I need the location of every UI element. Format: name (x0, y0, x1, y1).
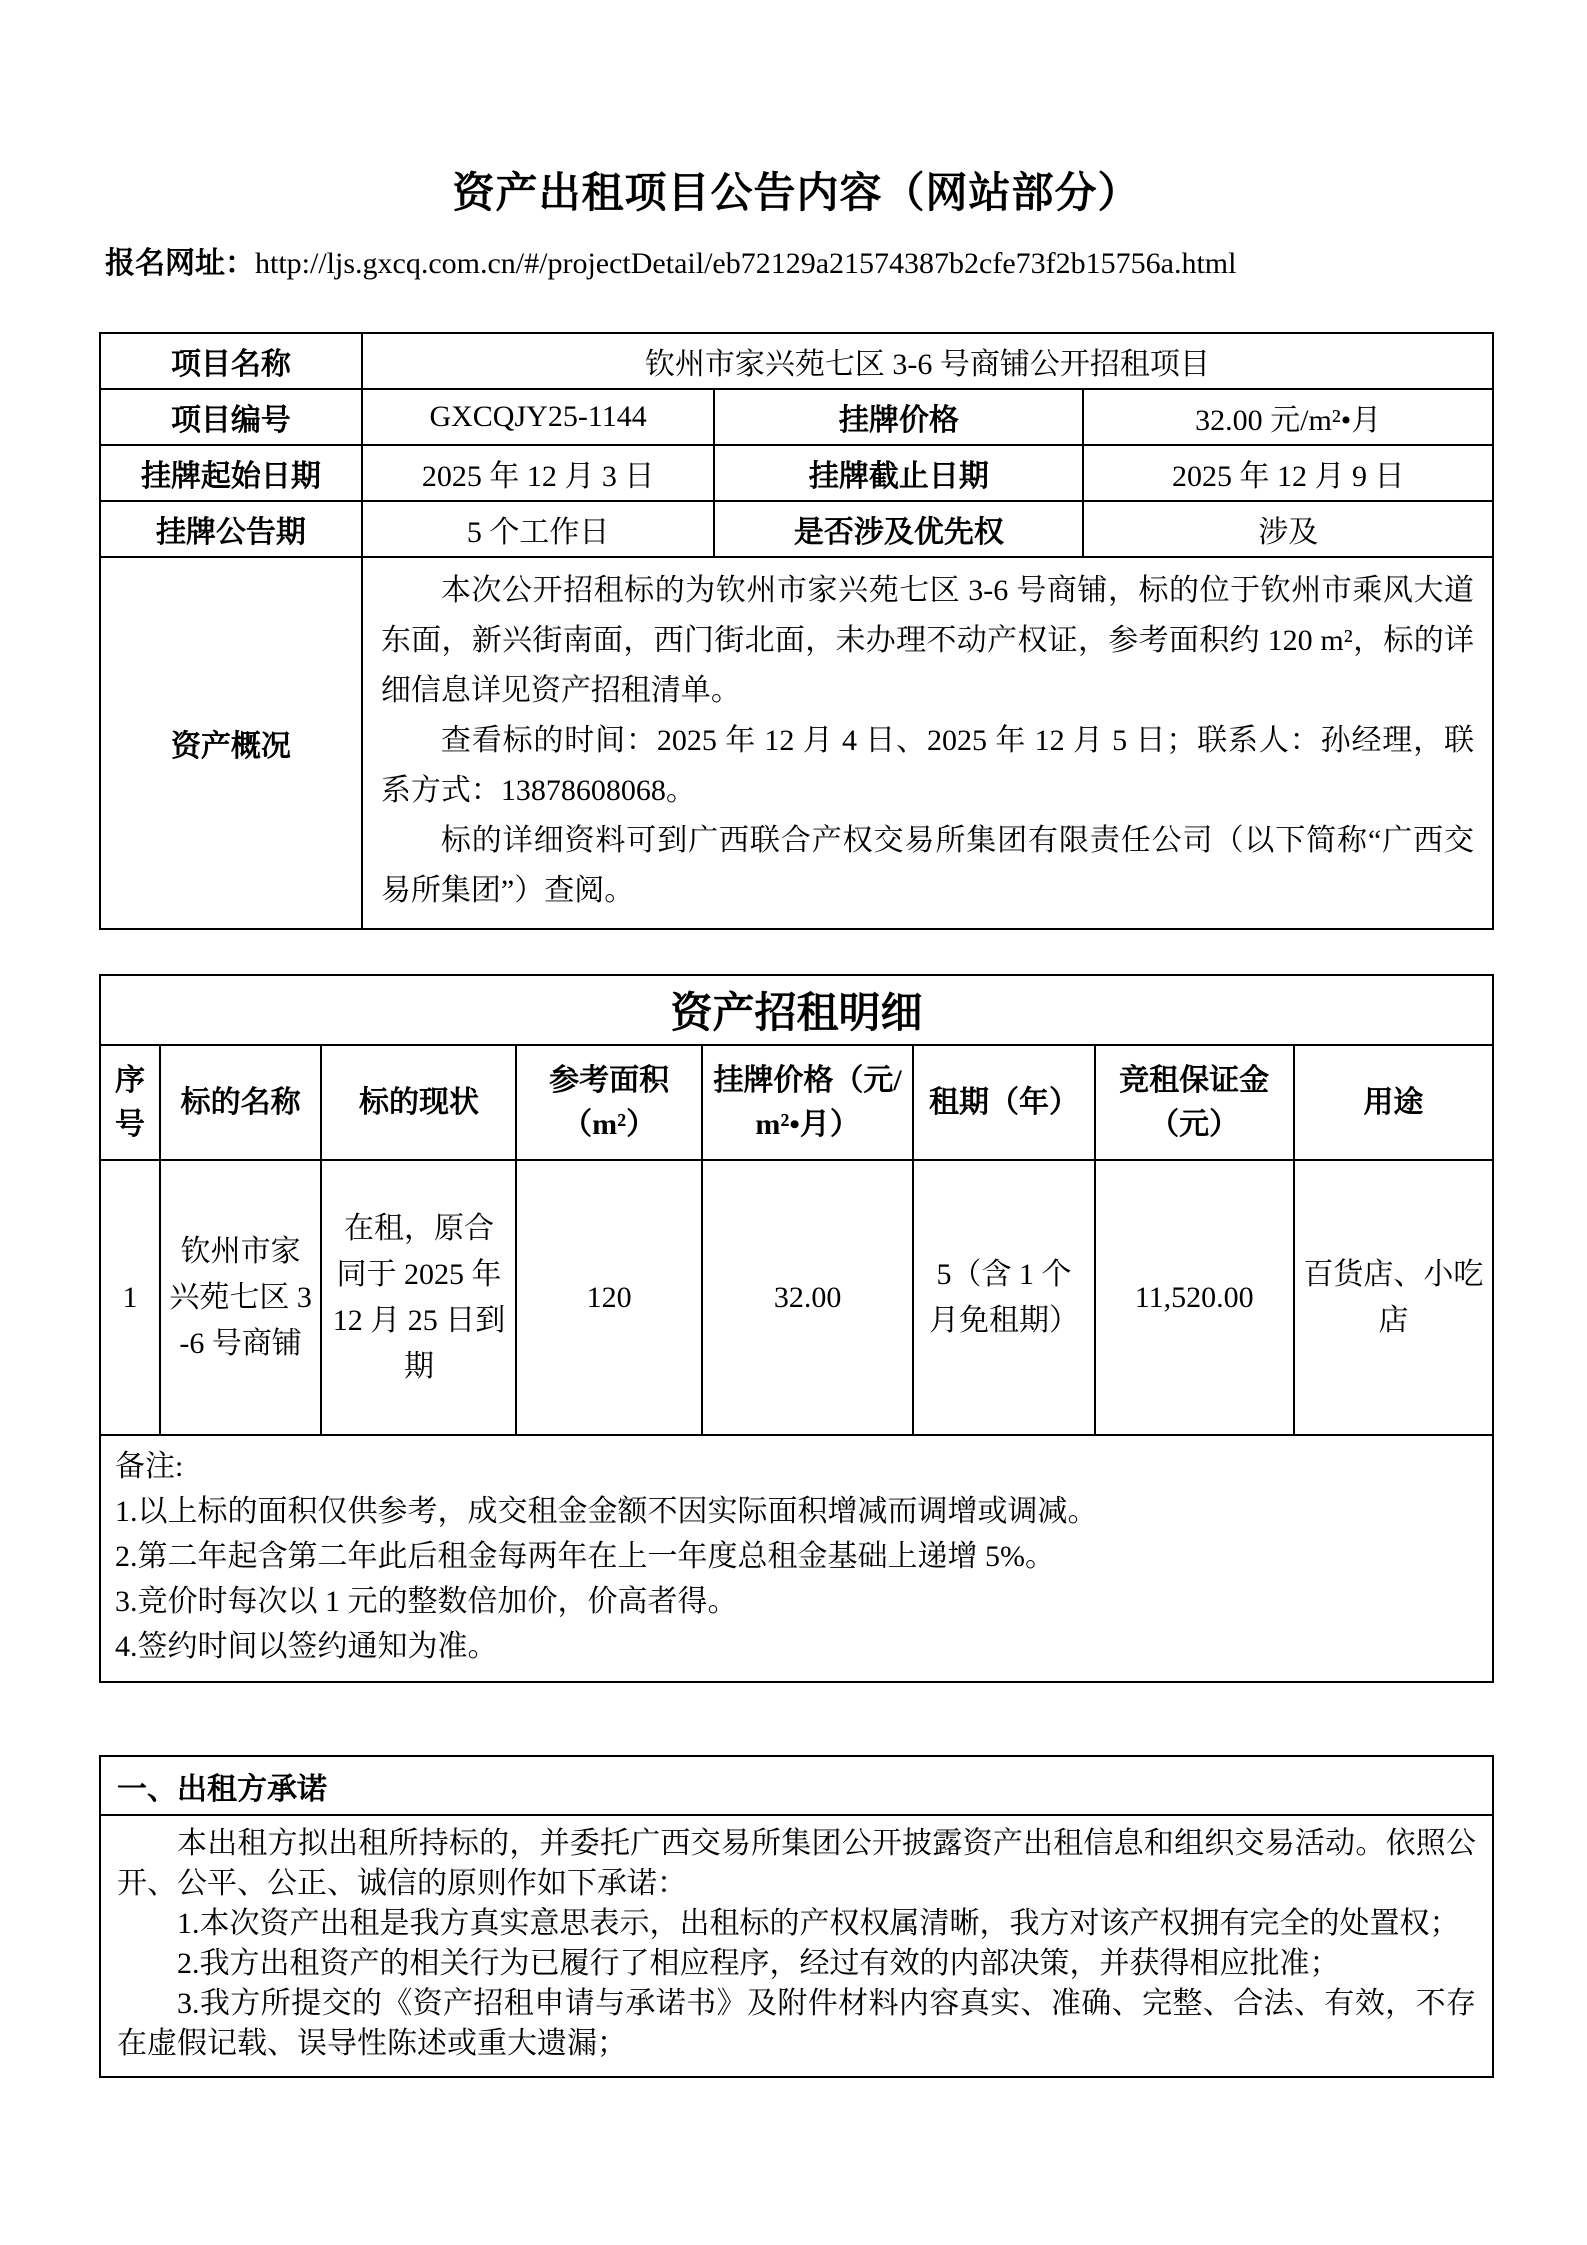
note-item: 1.以上标的面积仅供参考，成交租金金额不因实际面积增减而调增或调减。 (115, 1495, 1098, 1528)
asset-overview-paragraph: 查看标的时间：2025 年 12 月 4 日、2025 年 12 月 5 日；联系人：孙经理，联系方式：13878608068。 (380, 724, 1474, 807)
table-row (100, 333, 1493, 389)
table-row (100, 1435, 1493, 1682)
project-code-value: GXCQJY25-1144 (362, 389, 714, 445)
commitment-paragraph: 1.本次资产出租是我方真实意思表示，出租标的产权权属清晰，我方对该产权拥有完全的处置权； (177, 1907, 1460, 1940)
note-item: 2.第二年起含第二年此后租金每两年在上一年度总租金基础上递增 5%。 (115, 1540, 1055, 1573)
announcement-period-label: 挂牌公告期 (100, 501, 362, 557)
asset-overview-paragraph: 标的详细资料可到广西联合产权交易所集团有限责任公司（以下简称“广西交易所集团”）查阅。 (380, 824, 1474, 907)
table-row (100, 1160, 1493, 1435)
priority-right-label: 是否涉及优先权 (714, 501, 1083, 557)
commitment-heading: 一、出租方承诺 (101, 1757, 1492, 1816)
commitment-paragraph: 2.我方出租资产的相关行为已履行了相应程序，经过有效的内部决策，并获得相应批准； (177, 1947, 1340, 1980)
column-header-name: 标的名称 (160, 1045, 322, 1160)
project-info-table (99, 332, 1494, 930)
column-header-deposit: 竞租保证金（元） (1095, 1045, 1294, 1160)
asset-overview-label: 资产概况 (100, 557, 362, 929)
column-header-term: 租期（年） (913, 1045, 1094, 1160)
asset-overview-cell (362, 557, 1493, 929)
table-row (100, 445, 1493, 501)
column-header-usage: 用途 (1294, 1045, 1493, 1160)
rental-detail-table (99, 974, 1494, 1683)
listing-end-value: 2025 年 12 月 9 日 (1083, 445, 1493, 501)
asset-overview-paragraph: 本次公开招租标的为钦州市家兴苑七区 3-6 号商铺，标的位于钦州市乘风大道东面，新兴街南面，西门街北面，未办理不动产权证，参考面积约 120 m²，标的详细信息详见资产招租清单。 (380, 574, 1474, 707)
signup-url: http://ljs.gxcq.com.cn/#/projectDetail/eb72129a21574387b2cfe73f2b15756a.html (255, 247, 1237, 280)
listing-start-value: 2025 年 12 月 3 日 (362, 445, 714, 501)
signup-url-line (105, 238, 1494, 282)
project-name-label: 项目名称 (100, 333, 362, 389)
commitment-body (101, 1816, 1492, 2076)
lessor-commitment-section (99, 1755, 1494, 2078)
listing-price-label: 挂牌价格 (714, 389, 1083, 445)
cell-area: 120 (516, 1160, 701, 1435)
listing-price-value: 32.00 元/m²•月 (1083, 389, 1493, 445)
commitment-paragraph: 本出租方拟出租所持标的，并委托广西交易所集团公开披露资产出租信息和组织交易活动。依照公开、公平、公正、诚信的原则作如下承诺： (117, 1827, 1476, 1900)
project-name-value: 钦州市家兴苑七区 3-6 号商铺公开招租项目 (362, 333, 1493, 389)
note-item: 4.签约时间以签约通知为准。 (115, 1630, 498, 1663)
announcement-period-value: 5 个工作日 (362, 501, 714, 557)
table-row (100, 389, 1493, 445)
table-row (100, 501, 1493, 557)
table-row (100, 975, 1493, 1045)
listing-end-label: 挂牌截止日期 (714, 445, 1083, 501)
note-item: 3.竞价时每次以 1 元的整数倍加价，价高者得。 (115, 1585, 738, 1618)
cell-status: 在租，原合同于 2025 年 12 月 25 日到期 (321, 1160, 516, 1435)
cell-name: 钦州市家兴苑七区 3-6 号商铺 (160, 1160, 322, 1435)
listing-start-label: 挂牌起始日期 (100, 445, 362, 501)
cell-price: 32.00 (702, 1160, 914, 1435)
header-row (100, 1045, 1493, 1160)
cell-deposit: 11,520.00 (1095, 1160, 1294, 1435)
column-header-status: 标的现状 (321, 1045, 516, 1160)
table-row (100, 557, 1493, 929)
cell-term: 5（含 1 个月免租期） (913, 1160, 1094, 1435)
column-header-area: 参考面积（m²） (516, 1045, 701, 1160)
priority-right-value: 涉及 (1083, 501, 1493, 557)
signup-url-label: 报名网址： (105, 247, 255, 280)
detail-table-title: 资产招租明细 (100, 975, 1493, 1045)
commitment-paragraph: 3.我方所提交的《资产招租申请与承诺书》及附件材料内容真实、准确、完整、合法、有效，不存在虚假记载、误导性陈述或重大遗漏； (117, 1987, 1476, 2060)
notes-label: 备注: (115, 1450, 184, 1483)
cell-seq: 1 (100, 1160, 160, 1435)
page-title: 资产出租项目公告内容（网站部分） (452, 171, 1141, 217)
project-code-label: 项目编号 (100, 389, 362, 445)
cell-usage: 百货店、小吃店 (1294, 1160, 1493, 1435)
column-header-price: 挂牌价格（元/m²•月） (702, 1045, 914, 1160)
column-header-seq: 序号 (100, 1045, 160, 1160)
notes-cell (100, 1435, 1493, 1682)
